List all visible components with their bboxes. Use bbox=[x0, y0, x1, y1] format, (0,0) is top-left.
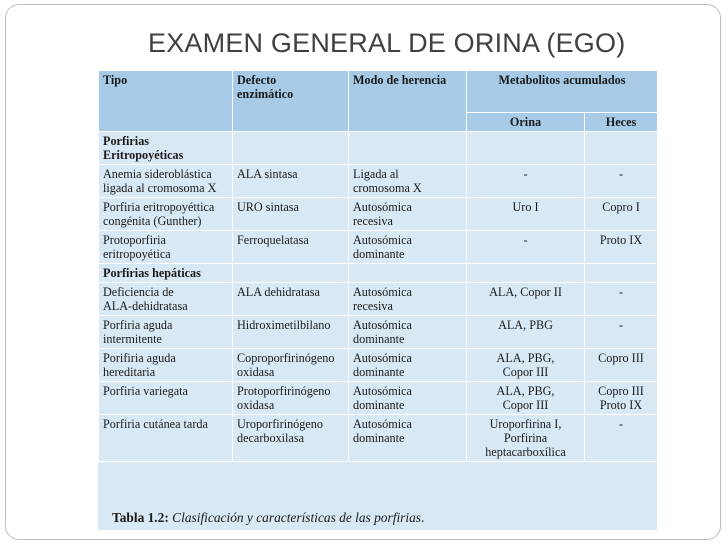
cell-heces bbox=[585, 415, 658, 462]
cell-tipo bbox=[99, 283, 233, 316]
cell-orina bbox=[467, 316, 585, 349]
cell-herencia bbox=[349, 382, 467, 415]
cell-orina bbox=[467, 198, 585, 231]
cell-tipo-line: Porifiria aguda bbox=[103, 351, 176, 365]
table-row bbox=[99, 415, 658, 462]
cell-tipo-line: ligada al cromosoma X bbox=[103, 181, 217, 195]
cell-herencia bbox=[349, 283, 467, 316]
cell-heces-line: - bbox=[618, 318, 624, 332]
slide-title: EXAMEN GENERAL DE ORINA (EGO) bbox=[148, 28, 626, 58]
cell-defecto-line: ALA dehidratasa bbox=[237, 285, 320, 299]
cell-orina-line: heptacarboxílica bbox=[485, 445, 566, 459]
header-tipo: Tipo bbox=[99, 71, 233, 132]
empty-cell bbox=[233, 132, 349, 165]
cell-heces bbox=[585, 231, 658, 264]
table-row bbox=[99, 165, 658, 198]
caption-text: Clasificación y características de las porfirias bbox=[172, 510, 421, 525]
cell-orina bbox=[467, 415, 585, 462]
section-row bbox=[99, 132, 658, 165]
cell-defecto-line: ALA sintasa bbox=[237, 167, 298, 181]
empty-cell bbox=[233, 264, 349, 283]
cell-defecto-line: Protoporfirinógeno bbox=[237, 384, 331, 398]
cell-tipo bbox=[99, 415, 233, 462]
cell-heces-line: - bbox=[618, 167, 624, 181]
cell-defecto-line: decarboxilasa bbox=[237, 431, 304, 445]
cell-defecto bbox=[233, 198, 349, 231]
cell-tipo bbox=[99, 231, 233, 264]
caption-end: . bbox=[421, 510, 425, 525]
cell-heces-line: Copro III bbox=[598, 384, 644, 398]
cell-heces-line: - bbox=[618, 417, 624, 431]
cell-orina-line: - bbox=[523, 233, 528, 247]
header-defecto-line: Defecto bbox=[237, 73, 277, 87]
cell-tipo bbox=[99, 382, 233, 415]
cell-herencia-line: Autosómica bbox=[353, 318, 412, 332]
cell-heces bbox=[585, 165, 658, 198]
cell-orina bbox=[467, 349, 585, 382]
empty-cell bbox=[585, 264, 658, 283]
cell-defecto bbox=[233, 316, 349, 349]
cell-defecto-line: Hidroximetilbilano bbox=[237, 318, 331, 332]
cell-tipo-line: Porfiria cutánea tarda bbox=[103, 417, 208, 431]
cell-herencia bbox=[349, 349, 467, 382]
cell-defecto-line: Ferroquelatasa bbox=[237, 233, 309, 247]
header-orina: Orina bbox=[467, 113, 585, 132]
cell-orina-line: ALA, PBG bbox=[498, 318, 553, 332]
cell-heces-line: Copro I bbox=[602, 200, 640, 214]
cell-herencia-line: dominante bbox=[353, 431, 405, 445]
cell-herencia bbox=[349, 415, 467, 462]
cell-tipo bbox=[99, 198, 233, 231]
cell-defecto-line: Coproporfirinógeno bbox=[237, 351, 335, 365]
cell-herencia-line: Autosómica bbox=[353, 200, 412, 214]
header-defecto bbox=[233, 71, 349, 132]
table-row bbox=[99, 231, 658, 264]
cell-heces-line: Copro III bbox=[598, 351, 644, 365]
header-metabolitos: Metabolitos acumulados bbox=[467, 71, 658, 113]
cell-herencia bbox=[349, 316, 467, 349]
cell-defecto-line: oxidasa bbox=[237, 398, 275, 412]
cell-tipo-line: Protoporfiria bbox=[103, 233, 166, 247]
header-herencia: Modo de herencia bbox=[349, 71, 467, 132]
caption-label: Tabla 1.2: bbox=[112, 510, 169, 525]
cell-herencia-line: dominante bbox=[353, 365, 405, 379]
cell-tipo bbox=[99, 165, 233, 198]
cell-tipo-line: congénita (Gunther) bbox=[103, 214, 202, 228]
table-row bbox=[99, 349, 658, 382]
cell-tipo-line: hereditaria bbox=[103, 365, 156, 379]
cell-heces bbox=[585, 349, 658, 382]
cell-heces-line: Proto IX bbox=[599, 233, 643, 247]
cell-defecto bbox=[233, 231, 349, 264]
empty-cell bbox=[467, 132, 585, 165]
cell-tipo-line: eritropoyética bbox=[103, 247, 171, 261]
cell-orina bbox=[467, 283, 585, 316]
empty-cell bbox=[585, 132, 658, 165]
cell-defecto-line: URO sintasa bbox=[237, 200, 299, 214]
cell-tipo-line: Porfiria variegata bbox=[103, 384, 188, 398]
cell-heces bbox=[585, 316, 658, 349]
cell-orina bbox=[467, 165, 585, 198]
cell-herencia-line: cromosoma X bbox=[353, 181, 422, 195]
empty-cell bbox=[349, 264, 467, 283]
cell-herencia bbox=[349, 198, 467, 231]
cell-herencia-line: Autosómica bbox=[353, 417, 412, 431]
cell-orina-line: Uroporfirina I, bbox=[489, 417, 562, 431]
cell-tipo-line: Anemia sideroblástica bbox=[103, 167, 212, 181]
cell-defecto bbox=[233, 382, 349, 415]
cell-tipo-line: Porfiria eritropoyéttica bbox=[103, 200, 215, 214]
cell-orina-line: ALA, Copor II bbox=[489, 285, 562, 299]
cell-heces bbox=[585, 198, 658, 231]
cell-herencia-line: dominante bbox=[353, 332, 405, 346]
table-row bbox=[99, 198, 658, 231]
cell-tipo-line: Porfiria aguda bbox=[103, 318, 173, 332]
cell-defecto bbox=[233, 165, 349, 198]
header-row-1 bbox=[99, 71, 658, 113]
cell-herencia-line: Ligada al bbox=[353, 167, 399, 181]
cell-tipo-line: Deficiencia de bbox=[103, 285, 174, 299]
cell-herencia-line: Autosómica bbox=[353, 384, 412, 398]
section-title-line: Eritropoyéticas bbox=[103, 148, 184, 162]
section-title-line: Porfirias hepáticas bbox=[103, 266, 201, 280]
cell-defecto bbox=[233, 349, 349, 382]
cell-defecto-line: Uroporfirinógeno bbox=[237, 417, 323, 431]
cell-defecto bbox=[233, 283, 349, 316]
cell-orina-line: Uro I bbox=[512, 200, 539, 214]
cell-heces bbox=[585, 382, 658, 415]
cell-orina bbox=[467, 382, 585, 415]
header-defecto-line: enzimático bbox=[237, 87, 294, 101]
cell-orina bbox=[467, 231, 585, 264]
table-panel bbox=[98, 70, 657, 530]
cell-heces-line: Proto IX bbox=[599, 398, 643, 412]
cell-herencia-line: dominante bbox=[353, 398, 405, 412]
cell-orina-line: Porfirina bbox=[503, 431, 548, 445]
cell-herencia bbox=[349, 165, 467, 198]
cell-orina-line: Copor III bbox=[502, 398, 549, 412]
cell-defecto-line: oxidasa bbox=[237, 365, 275, 379]
section-title-line: Porfirias bbox=[103, 134, 150, 148]
section-title bbox=[99, 264, 233, 283]
cell-tipo bbox=[99, 349, 233, 382]
cell-herencia-line: recesiva bbox=[353, 214, 393, 228]
section-title bbox=[99, 132, 233, 165]
table-row bbox=[99, 382, 658, 415]
cell-herencia-line: Autosómica bbox=[353, 351, 412, 365]
cell-orina-line: - bbox=[523, 167, 528, 181]
cell-tipo-line: ALA-dehidratasa bbox=[103, 299, 188, 313]
table-row bbox=[99, 316, 658, 349]
cell-herencia-line: dominante bbox=[353, 247, 405, 261]
empty-cell bbox=[349, 132, 467, 165]
cell-orina-line: Copor III bbox=[502, 365, 549, 379]
cell-herencia bbox=[349, 231, 467, 264]
section-row bbox=[99, 264, 658, 283]
empty-cell bbox=[467, 264, 585, 283]
header-heces: Heces bbox=[585, 113, 658, 132]
cell-heces-line: - bbox=[618, 285, 624, 299]
cell-herencia-line: Autosómica bbox=[353, 285, 412, 299]
cell-tipo bbox=[99, 316, 233, 349]
cell-herencia-line: Autosómica bbox=[353, 233, 412, 247]
table-caption bbox=[112, 510, 652, 526]
cell-tipo-line: intermitente bbox=[103, 332, 162, 346]
cell-orina-line: ALA, PBG, bbox=[496, 351, 555, 365]
porphyria-table bbox=[98, 70, 658, 462]
cell-defecto bbox=[233, 415, 349, 462]
table-row bbox=[99, 283, 658, 316]
cell-heces bbox=[585, 283, 658, 316]
cell-herencia-line: recesiva bbox=[353, 299, 393, 313]
cell-orina-line: ALA, PBG, bbox=[496, 384, 555, 398]
